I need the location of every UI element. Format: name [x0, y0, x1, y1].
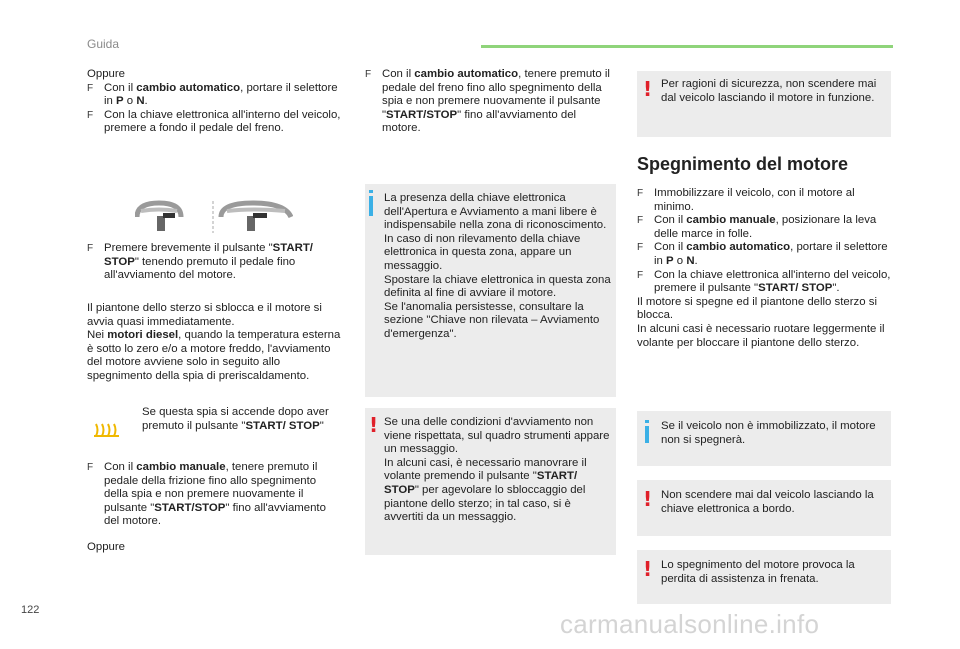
watermark-text: carmanualsonline.info: [560, 609, 820, 639]
bullet-press-start-stop: F Con la chiave elettronica all'interno del veicolo, premere il pulsante "START/ STOP".: [637, 268, 891, 295]
info-box-key-detection: [365, 184, 616, 397]
bullet-marker: F: [637, 215, 644, 227]
bullet-marker: F: [637, 242, 644, 254]
info-box-not-immobilized: [637, 411, 891, 466]
col1-manual-instructions: [87, 461, 342, 529]
warning-box-key-onboard: [637, 480, 891, 536]
section-title-engine-stop: Spegnimento del motore: [637, 154, 849, 174]
bullet-marker: F: [87, 243, 94, 254]
bullet-marker: F: [637, 269, 644, 281]
warning-box-brake-assist: [637, 550, 891, 604]
page-number: 122: [21, 604, 40, 616]
warning-box-start-conditions: [365, 408, 616, 555]
info-icon: [369, 196, 373, 216]
warning-safety-text: Per ragioni di sicurezza, non scendere mai dal veicolo lasciando il motore in funzione.: [661, 78, 877, 104]
bullet-brake-pedal: F Con la chiave elettronica all'interno del veicolo, premere a fondo il pedale del freno.: [87, 108, 341, 135]
header-accent-bar: [481, 45, 893, 48]
paragraph-steering-lock: Il motore si spegne ed il piantone dello sterzo si blocca. In alcuni casi è necessario ruotare leggermente il volante per bloccare il piantone dello sterzo.: [637, 295, 885, 349]
lamp-note: [142, 406, 332, 433]
lamp-note-text: Se questa spia si accende dopo aver premuto il pulsante "START/ STOP": [142, 406, 329, 432]
bullet-press-start-stop: F Premere brevemente il pulsante "START/ STOP" tenendo premuto il pedale fino all'avviamento del motore.: [87, 242, 313, 282]
preheating-lamp-icon: [93, 421, 123, 439]
warning-key-onboard-text: Non scendere mai dal veicolo lasciando la chiave elettronica a bordo.: [661, 489, 874, 515]
bullet-manual-neutral: F Con il cambio manuale, posizionare la leva delle marce in folle.: [637, 214, 877, 240]
bullet-automatic-selector: F Con il cambio automatico, portare il selettore in P o N.: [87, 81, 338, 108]
info-box-text: La presenza della chiave elettronica dell'Apertura e Avviamento a mani libere è indispensabile nella zona di riconoscimento. In caso di non rilevamento della chiave elettronica in questa zona, appare un messaggio. Spostare la chiave elettronica in questa zona definita al fine di avviare il motore. Se l'anomalia persistesse, consultare la sezione "Chiave non rilevata – Avviamento d'emergenza".: [384, 192, 611, 340]
bullet-marker: F: [365, 69, 372, 80]
oppure-bottom-label: Oppure: [87, 541, 125, 553]
oppure-label: Oppure: [87, 68, 125, 80]
info-not-immobilized-text: Se il veicolo non è immobilizzato, il motore non si spegnerà.: [661, 420, 876, 446]
steering-wheel-illustration: [135, 199, 293, 235]
bullet-automatic-selector: F Con il cambio automatico, portare il selettore in P o N.: [637, 241, 888, 267]
col1-paragraph: [87, 302, 347, 384]
col1-top-text: [87, 68, 342, 136]
warning-icon: !: [643, 487, 653, 511]
bullet-marker: F: [87, 109, 94, 121]
info-icon-dot: [645, 420, 649, 423]
warning-box-safety: [637, 71, 891, 137]
col2-top-text: [365, 68, 617, 136]
bullet-immobilize: F Immobilizzare il veicolo, con il motore al minimo.: [637, 187, 855, 213]
section-header-title: Guida: [87, 37, 120, 51]
warning-box-text: Se una delle condizioni d'avviamento non viene rispettata, sul quadro strumenti appare un messaggio. In alcuni casi, è necessario manovrare il volante premendo il pulsante "START/ STOP" per agevolare lo sbloccaggio del piantone dello sterzo; in tal caso, si è avvertiti da un messaggio.: [384, 416, 610, 524]
col1-start-instructions: [87, 242, 342, 283]
warning-brake-assist-text: Lo spegnimento del motore provoca la perdita di assistenza in frenata.: [661, 559, 855, 585]
warning-icon: !: [643, 77, 653, 101]
col3-stop-instructions: [637, 187, 895, 350]
bullet-marker: F: [87, 462, 94, 473]
bullet-marker: F: [87, 82, 94, 94]
paragraph-steering-unlock: Il piantone dello sterzo si sblocca e il motore si avvia quasi immediatamente.: [87, 302, 322, 328]
bullet-marker: F: [637, 188, 644, 199]
info-icon-dot: [369, 190, 373, 193]
warning-icon: !: [369, 413, 379, 437]
steering-wheel-icon: [135, 199, 293, 235]
warning-icon: !: [643, 557, 653, 581]
info-icon: [645, 426, 649, 443]
bullet-manual-clutch: F Con il cambio manuale, tenere premuto il pedale della frizione fino allo spegnimento della spia e non premere nuovamente il pulsante "START/STOP" fino all'avviamento del motore.: [87, 461, 326, 528]
paragraph-diesel: Nei motori diesel, quando la temperatura esterna è sotto lo zero e/o a motore freddo, l'avviamento del motore avviene solo in seguito allo spegnimento della spia di preriscaldamento.: [87, 329, 341, 382]
bullet-automatic-brake: F Con il cambio automatico, tenere premuto il pedale del freno fino allo spegnimento della spia e non premere nuovamente il pulsante "START/STOP" fino all'avviamento del motore.: [365, 68, 610, 135]
